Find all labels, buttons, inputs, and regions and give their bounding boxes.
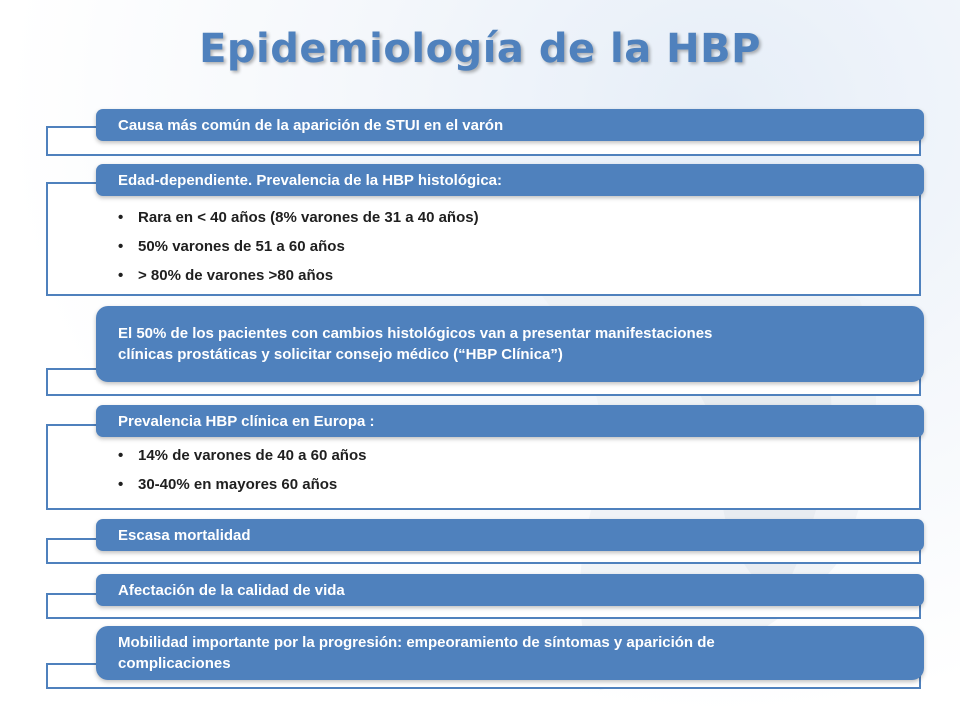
item-header-3-line-2: clínicas prostáticas y solicitar consejo médico (“HBP Clínica”) — [118, 346, 563, 363]
page-title: Epidemiología de la HBP — [199, 26, 761, 72]
list-item: • 30-40% en mayores 60 años — [118, 470, 366, 499]
item-header-7-line-1: Mobilidad importante por la progresión: empeoramiento de síntomas y aparición de — [118, 634, 715, 651]
item-header-6: Afectación de la calidad de vida — [96, 574, 924, 606]
bullet-icon: • — [118, 209, 124, 226]
item-header-3 — [96, 306, 924, 382]
item-bullets-2 — [118, 203, 479, 290]
list-item: • Rara en < 40 años (8% varones de 31 a 40 años) — [118, 203, 479, 232]
bullet-icon: • — [118, 476, 124, 493]
list-item: • > 80% de varones >80 años — [118, 261, 479, 290]
bullet-icon: • — [118, 238, 124, 255]
item-header-7 — [96, 626, 924, 680]
item-bullets-4 — [118, 441, 366, 499]
item-header-1: Causa más común de la aparición de STUI en el varón — [96, 109, 924, 141]
item-header-5: Escasa mortalidad — [96, 519, 924, 551]
bullet-icon: • — [118, 447, 124, 464]
list-item: • 14% de varones de 40 a 60 años — [118, 441, 366, 470]
item-header-7-line-2: complicaciones — [118, 655, 231, 672]
bullet-icon: • — [118, 267, 124, 284]
item-header-2: Edad-dependiente. Prevalencia de la HBP histológica: — [96, 164, 924, 196]
item-header-4: Prevalencia HBP clínica en Europa : — [96, 405, 924, 437]
item-header-3-line-1: El 50% de los pacientes con cambios histológicos van a presentar manifestaciones — [118, 325, 713, 342]
list-item: • 50% varones de 51 a 60 años — [118, 232, 479, 261]
